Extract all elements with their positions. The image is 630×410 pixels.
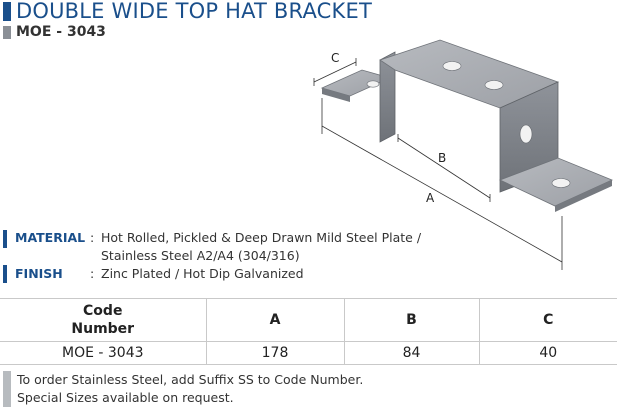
dim-b-label: B (438, 151, 447, 165)
finish-colon: : (90, 266, 95, 281)
table-header-row (0, 299, 617, 342)
material-label: MATERIAL (15, 230, 86, 245)
dim-c-label: C (331, 51, 340, 65)
wall-hole (520, 125, 532, 143)
note-accent-bar (3, 371, 11, 407)
material-colon: : (90, 230, 95, 245)
dim-a-label: A (426, 191, 435, 205)
note-line-1: To order Stainless Steel, add Suffix SS to Code Number. (17, 372, 364, 387)
top-hole-1 (443, 62, 461, 71)
material-accent-bar (3, 230, 7, 248)
material-line-2: Stainless Steel A2/A4 (304/316) (101, 248, 300, 263)
header-code-number: Code Number (0, 299, 206, 342)
table-row (0, 342, 617, 365)
top-hole-2 (485, 81, 503, 90)
cell-c: 40 (479, 342, 617, 365)
cell-b: 84 (344, 342, 479, 365)
left-flange-hole (367, 81, 379, 87)
finish-label: FINISH (15, 266, 63, 281)
product-code-heading: MOE - 3043 (16, 24, 106, 40)
cell-a: 178 (206, 342, 344, 365)
dimension-table (0, 298, 617, 365)
finish-accent-bar (3, 265, 7, 283)
right-flange-hole (552, 179, 570, 188)
header-b: B (344, 299, 479, 342)
header-a: A (206, 299, 344, 342)
cell-code-number: MOE - 3043 (0, 342, 206, 365)
finish-value: Zinc Plated / Hot Dip Galvanized (101, 266, 304, 281)
note-line-2: Special Sizes available on request. (17, 390, 234, 405)
page-title: DOUBLE WIDE TOP HAT BRACKET (16, 0, 372, 23)
code-accent-bar (3, 26, 11, 39)
title-accent-bar (3, 2, 11, 21)
material-line-1: Hot Rolled, Pickled & Deep Drawn Mild Steel Plate / (101, 230, 422, 245)
header-c: C (479, 299, 617, 342)
